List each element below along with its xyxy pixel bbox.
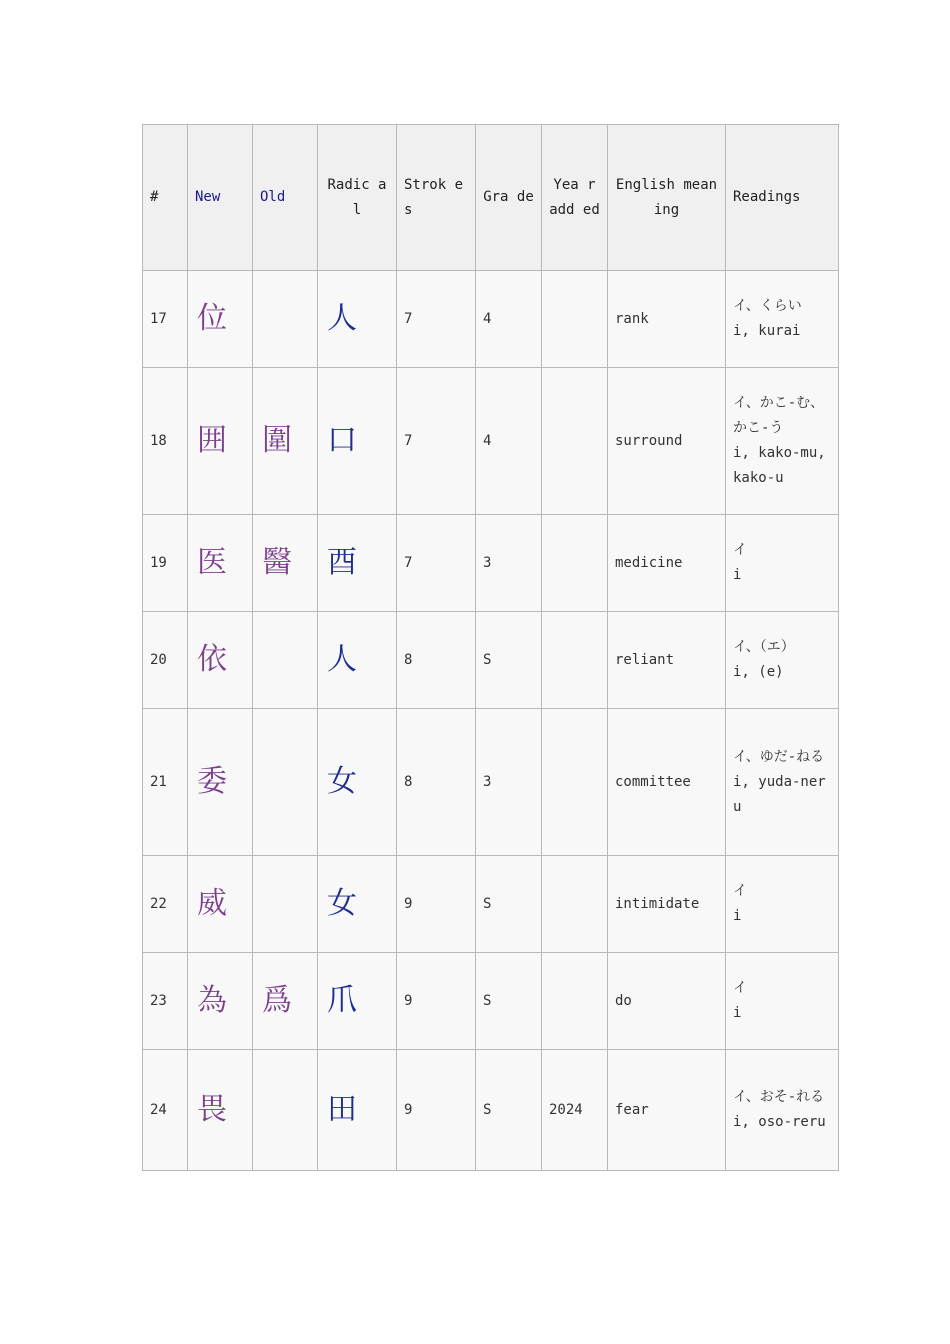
col-readings-header[interactable]: Readings xyxy=(726,125,839,271)
cell-grade: 3 xyxy=(476,709,542,856)
cell-number: 23 xyxy=(143,953,188,1050)
cell-number: 24 xyxy=(143,1050,188,1171)
cell-old-kanji[interactable]: 圍 xyxy=(253,368,318,515)
cell-number: 19 xyxy=(143,515,188,612)
cell-radical[interactable]: 酉 xyxy=(318,515,397,612)
cell-radical[interactable]: 女 xyxy=(318,709,397,856)
table-row xyxy=(143,515,839,612)
cell-strokes: 8 xyxy=(397,709,476,856)
table-row xyxy=(143,271,839,368)
cell-grade: S xyxy=(476,856,542,953)
cell-year xyxy=(542,612,608,709)
cell-number: 20 xyxy=(143,612,188,709)
cell-strokes: 9 xyxy=(397,856,476,953)
reading-romaji: i xyxy=(733,567,742,583)
cell-radical[interactable]: 人 xyxy=(318,612,397,709)
cell-strokes: 9 xyxy=(397,1050,476,1171)
cell-year: 2024 xyxy=(542,1050,608,1171)
cell-grade: S xyxy=(476,1050,542,1171)
cell-strokes: 7 xyxy=(397,515,476,612)
col-strokes-header[interactable]: Strok es xyxy=(397,125,476,271)
cell-old-kanji[interactable] xyxy=(253,709,318,856)
cell-number: 18 xyxy=(143,368,188,515)
reading-romaji: i, kurai xyxy=(733,323,801,339)
cell-old-kanji[interactable] xyxy=(253,271,318,368)
cell-english: do xyxy=(608,953,726,1050)
reading-romaji: i, oso-reru xyxy=(733,1114,826,1130)
col-new-header[interactable]: New xyxy=(188,125,253,271)
cell-strokes: 9 xyxy=(397,953,476,1050)
cell-new-kanji[interactable]: 医 xyxy=(188,515,253,612)
reading-romaji: i xyxy=(733,908,742,924)
table-row xyxy=(143,953,839,1050)
cell-english: fear xyxy=(608,1050,726,1171)
cell-grade: 4 xyxy=(476,368,542,515)
cell-readings xyxy=(726,515,839,612)
cell-english: surround xyxy=(608,368,726,515)
cell-readings xyxy=(726,1050,839,1171)
cell-readings xyxy=(726,612,839,709)
kanji-table xyxy=(142,124,839,1171)
cell-strokes: 8 xyxy=(397,612,476,709)
cell-old-kanji[interactable] xyxy=(253,1050,318,1171)
cell-old-kanji[interactable] xyxy=(253,856,318,953)
cell-number: 21 xyxy=(143,709,188,856)
table-row xyxy=(143,368,839,515)
cell-new-kanji[interactable]: 位 xyxy=(188,271,253,368)
cell-old-kanji[interactable]: 爲 xyxy=(253,953,318,1050)
cell-readings xyxy=(726,709,839,856)
cell-grade: S xyxy=(476,953,542,1050)
cell-strokes: 7 xyxy=(397,368,476,515)
header-row xyxy=(143,125,839,271)
cell-radical[interactable]: 女 xyxy=(318,856,397,953)
cell-readings xyxy=(726,368,839,515)
cell-english: reliant xyxy=(608,612,726,709)
table-row xyxy=(143,856,839,953)
cell-radical[interactable]: 爪 xyxy=(318,953,397,1050)
cell-old-kanji[interactable]: 醫 xyxy=(253,515,318,612)
cell-radical[interactable]: 人 xyxy=(318,271,397,368)
reading-kana: イ、ゆだ-ねる xyxy=(733,748,825,765)
cell-new-kanji[interactable]: 依 xyxy=(188,612,253,709)
reading-kana: イ、おそ-れる xyxy=(733,1089,825,1105)
cell-strokes: 7 xyxy=(397,271,476,368)
cell-number: 17 xyxy=(143,271,188,368)
cell-year xyxy=(542,709,608,856)
cell-year xyxy=(542,953,608,1050)
reading-romaji: i, (e) xyxy=(733,664,784,680)
cell-old-kanji[interactable] xyxy=(253,612,318,709)
reading-kana: イ、（エ） xyxy=(733,639,795,655)
cell-grade: 4 xyxy=(476,271,542,368)
cell-year xyxy=(542,515,608,612)
cell-readings xyxy=(726,856,839,953)
col-radical-header[interactable]: Radic al xyxy=(318,125,397,271)
cell-new-kanji[interactable]: 委 xyxy=(188,709,253,856)
reading-kana: イ xyxy=(733,980,747,996)
cell-readings xyxy=(726,953,839,1050)
cell-english: committee xyxy=(608,709,726,856)
table-row xyxy=(143,612,839,709)
reading-kana: イ、かこ-む、かこ-う xyxy=(733,395,825,436)
cell-year xyxy=(542,368,608,515)
reading-kana: イ xyxy=(733,883,747,899)
cell-new-kanji[interactable]: 畏 xyxy=(188,1050,253,1171)
cell-year xyxy=(542,856,608,953)
reading-romaji: i, yuda-neru xyxy=(733,773,826,815)
cell-readings xyxy=(726,271,839,368)
cell-english: medicine xyxy=(608,515,726,612)
cell-new-kanji[interactable]: 囲 xyxy=(188,368,253,515)
reading-romaji: i xyxy=(733,1005,742,1021)
col-english-header[interactable]: English meaning xyxy=(608,125,726,271)
cell-english: rank xyxy=(608,271,726,368)
cell-radical[interactable]: 田 xyxy=(318,1050,397,1171)
cell-grade: 3 xyxy=(476,515,542,612)
reading-kana: イ xyxy=(733,542,747,558)
cell-number: 22 xyxy=(143,856,188,953)
table-row xyxy=(143,1050,839,1171)
cell-grade: S xyxy=(476,612,542,709)
cell-radical[interactable]: 口 xyxy=(318,368,397,515)
reading-kana: イ、くらい xyxy=(733,298,802,314)
cell-english: intimidate xyxy=(608,856,726,953)
col-number-header[interactable]: # xyxy=(143,125,188,271)
col-old-header[interactable]: Old xyxy=(253,125,318,271)
cell-new-kanji[interactable]: 威 xyxy=(188,856,253,953)
cell-year xyxy=(542,271,608,368)
col-year-header[interactable]: Yea r add ed xyxy=(542,125,608,271)
cell-new-kanji[interactable]: 為 xyxy=(188,953,253,1050)
reading-romaji: i, kako-mu, kako-u xyxy=(733,445,826,486)
table-row xyxy=(143,709,839,856)
col-grade-header[interactable]: Gra de xyxy=(476,125,542,271)
